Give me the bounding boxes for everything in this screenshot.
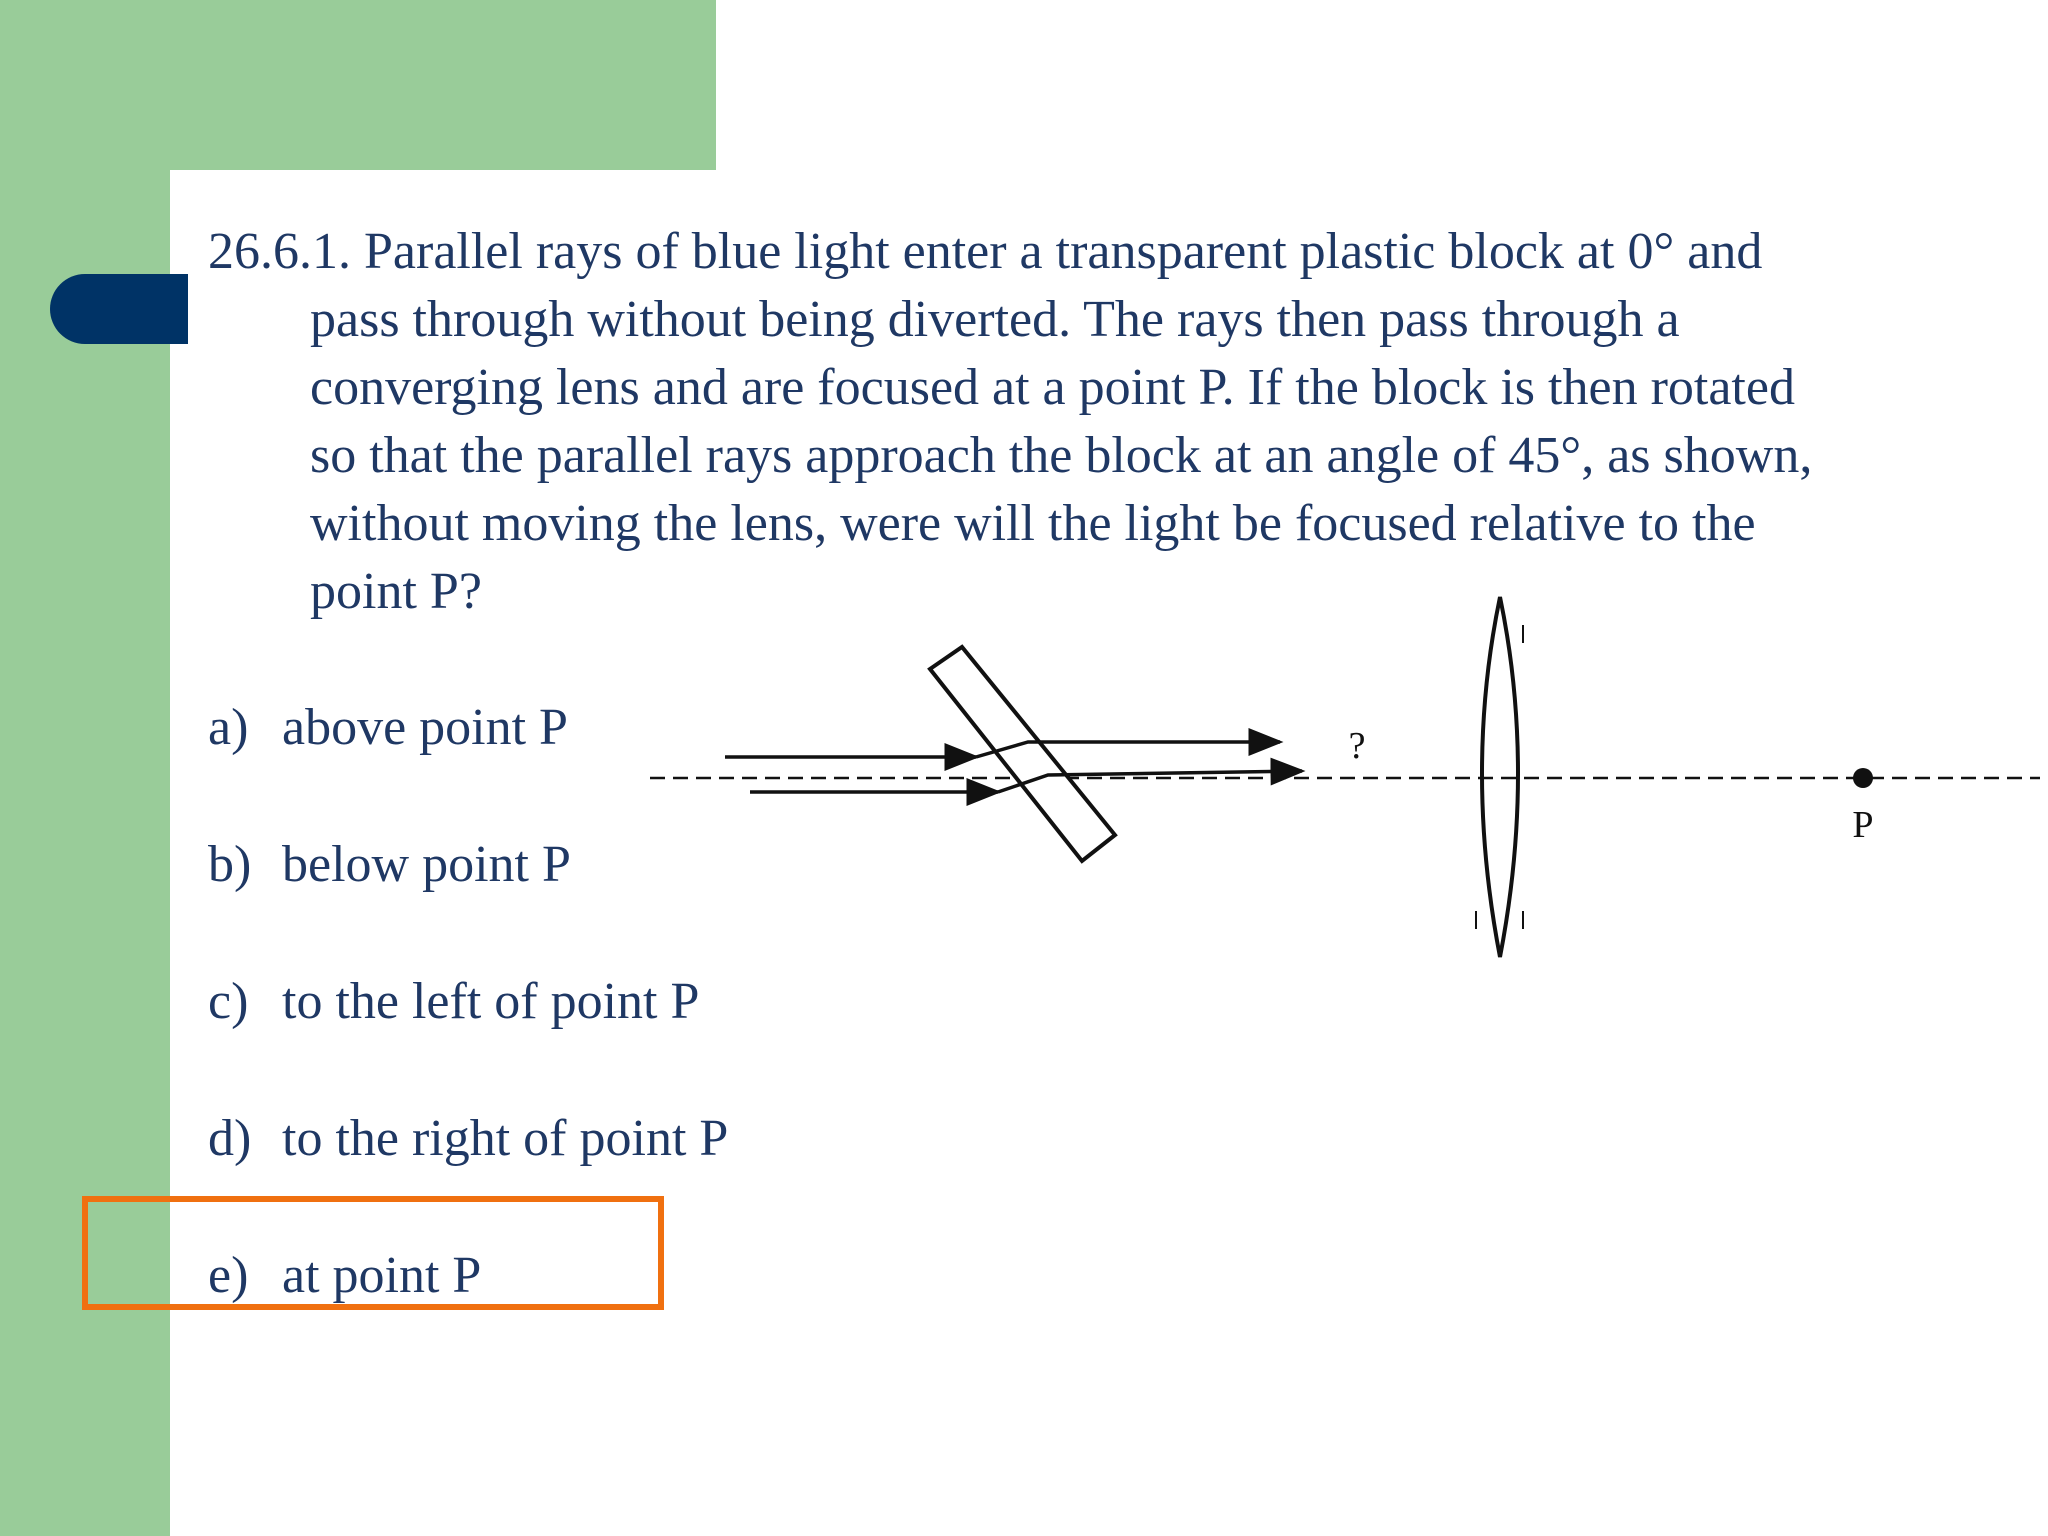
plastic-block: [930, 647, 1115, 861]
question-mark-label: ?: [1348, 725, 1366, 767]
option-a-letter: a): [208, 699, 249, 756]
option-d-letter: d): [208, 1110, 252, 1167]
question-line-3: converging lens and are focused at a point P. If the block is then rotated: [310, 359, 1795, 416]
navy-tab-decoration: [50, 274, 188, 344]
option-a[interactable]: [208, 694, 568, 762]
option-c-letter: c): [208, 973, 249, 1030]
focal-point-dot: [1853, 768, 1873, 788]
option-c[interactable]: [208, 968, 699, 1036]
question-line-6: point P?: [310, 563, 482, 620]
option-d[interactable]: [208, 1105, 728, 1173]
answer-highlight-box: [82, 1196, 664, 1310]
question-line-4: so that the parallel rays approach the block at an angle of 45°, as shown,: [310, 427, 1813, 484]
option-a-text: above point P: [282, 699, 568, 756]
point-p-label: P: [1852, 804, 1874, 846]
option-e-letter: e): [208, 1247, 249, 1304]
question-text: [208, 218, 2008, 626]
option-b-letter: b): [208, 836, 252, 893]
option-b-text: below point P: [282, 836, 571, 893]
option-c-text: to the left of point P: [282, 973, 700, 1030]
option-b[interactable]: [208, 831, 571, 899]
question-line-1: 26.6.1. Parallel rays of blue light enter a transparent plastic block at 0° and: [208, 223, 1763, 280]
question-line-5: without moving the lens, were will the light be focused relative to the: [310, 495, 1756, 552]
optics-diagram: [640, 585, 2040, 965]
question-line-2: pass through without being diverted. The rays then pass through a: [310, 291, 1680, 348]
option-d-text: to the right of point P: [282, 1110, 729, 1167]
option-e-text: at point P: [282, 1247, 482, 1304]
green-top-bar: [0, 0, 716, 170]
